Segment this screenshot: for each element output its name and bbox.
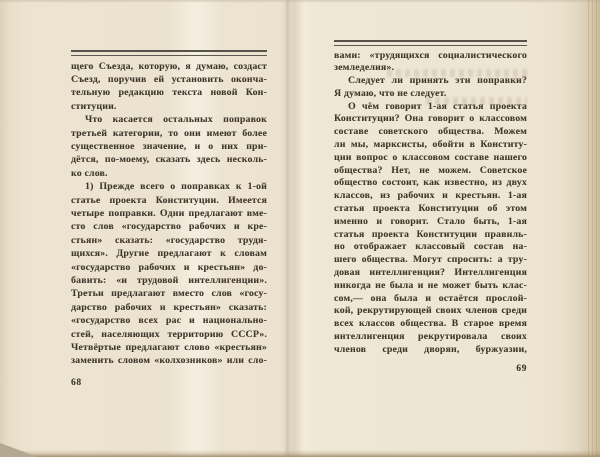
text-line: щего Съезда, которую, я думаю, создаст <box>71 60 267 72</box>
text-line: статья проекта Конституции правиль- <box>334 228 527 240</box>
text-line: ли мы, марксисты, обойти в Конститу- <box>334 139 527 151</box>
text-line: шего общества. Могут спросить: а тру- <box>334 254 527 266</box>
text-line: ции вопрос о классовом составе нашего <box>334 151 527 163</box>
text-line: Что касается остальных поправок <box>85 114 267 126</box>
text-line: дётся, по-моему, сказать здесь несколь- <box>71 154 267 166</box>
text-line: стьян» сказать: «государство трудя- <box>71 234 267 246</box>
text-line: земледелия». <box>334 62 395 74</box>
text-line: Конституции? Она говорит о классовом <box>334 113 527 125</box>
bottom-left-corner-fold <box>0 443 38 457</box>
text-line: Следует ли принять эти поправки? <box>348 75 527 87</box>
text-line: интеллигенция рекрутировала своих <box>334 331 527 343</box>
show-through-ghost <box>387 69 527 77</box>
text-line: вами: «трудящихся социалистического <box>334 49 527 61</box>
text-line: статья проекта Конституции об этом <box>334 203 527 215</box>
text-line: «государство рабочих и крестьян» до- <box>71 261 267 273</box>
text-line: стей, населяющих территорию СССР». <box>71 328 267 340</box>
text-line: кой, рекрутирующей своих членов среди <box>334 305 527 317</box>
text-line: никогда не была и не может быть клас- <box>334 279 527 291</box>
left-page <box>71 50 267 388</box>
text-line: статье проекта Конституции. Имеется <box>71 194 267 206</box>
photo-bottom-edge <box>0 450 600 457</box>
text-line: бавить: «и трудовой интеллигенции». <box>71 275 267 286</box>
text-line: третьей категории, то они имеют более <box>71 127 267 139</box>
text-line: классов, из рабочих и крестьян. 1-ая <box>334 190 527 202</box>
text-line: ституции. <box>71 100 117 112</box>
left-page-text <box>71 60 267 368</box>
text-line: Съезд, поручив ей установить оконча- <box>71 73 267 85</box>
header-rule-left <box>71 50 267 56</box>
text-line: ко слов. <box>71 167 108 179</box>
text-line: заменить словом «колхозников» или сло- <box>71 355 267 367</box>
text-line: но отображает классовый состав на- <box>334 241 527 253</box>
text-line: дарство рабочих и крестьян» сказать: <box>71 301 267 313</box>
text-line: сто слов «государство рабочих и кре- <box>71 221 267 233</box>
photo-top-edge <box>0 0 600 3</box>
show-through-ghost <box>426 97 527 105</box>
text-line: О чём говорит 1-ая статья проекта <box>348 100 527 112</box>
text-line: общество состоит, как известно, из двух <box>334 177 527 189</box>
text-line: довая интеллигенция? Интеллигенция <box>334 267 527 279</box>
page-number-right: 69 <box>516 363 527 374</box>
page-number-left: 68 <box>71 377 82 388</box>
text-line: Третьи предлагают вместо слов «госу- <box>71 288 267 300</box>
header-rule-right <box>334 40 527 46</box>
text-line: «государство всех рас и национально- <box>71 315 267 327</box>
text-line: всех классов общества. В старое время <box>334 318 527 330</box>
text-line: четыре поправки. Одни предлагают вме- <box>71 207 267 219</box>
right-page <box>334 40 527 374</box>
text-line: сом,— она была и остаётся прослой- <box>334 292 527 304</box>
text-line: тельную редакцию текста новой Кон- <box>71 87 267 99</box>
text-line: щихся». Другие предлагают к словам <box>71 248 267 260</box>
book-gutter <box>286 0 289 457</box>
text-line: Я думаю, что не следует. <box>334 87 447 99</box>
page-edges-right <box>585 0 600 457</box>
right-page-text <box>334 50 527 357</box>
text-line: членов среди дворян, буржуазии, <box>334 343 527 355</box>
text-line: существенное значение, и о них при- <box>71 140 267 152</box>
text-line: 1) Прежде всего о поправках к 1-ой <box>85 181 267 193</box>
text-line: Четвёртые предлагают слово «крестьян» <box>71 342 267 354</box>
text-line: именно и говорит. Стало быть, 1-ая <box>334 215 527 227</box>
text-line: общества? Нет, не можем. Советское <box>334 164 527 176</box>
text-line: составе советского общества. Можем <box>334 126 527 138</box>
